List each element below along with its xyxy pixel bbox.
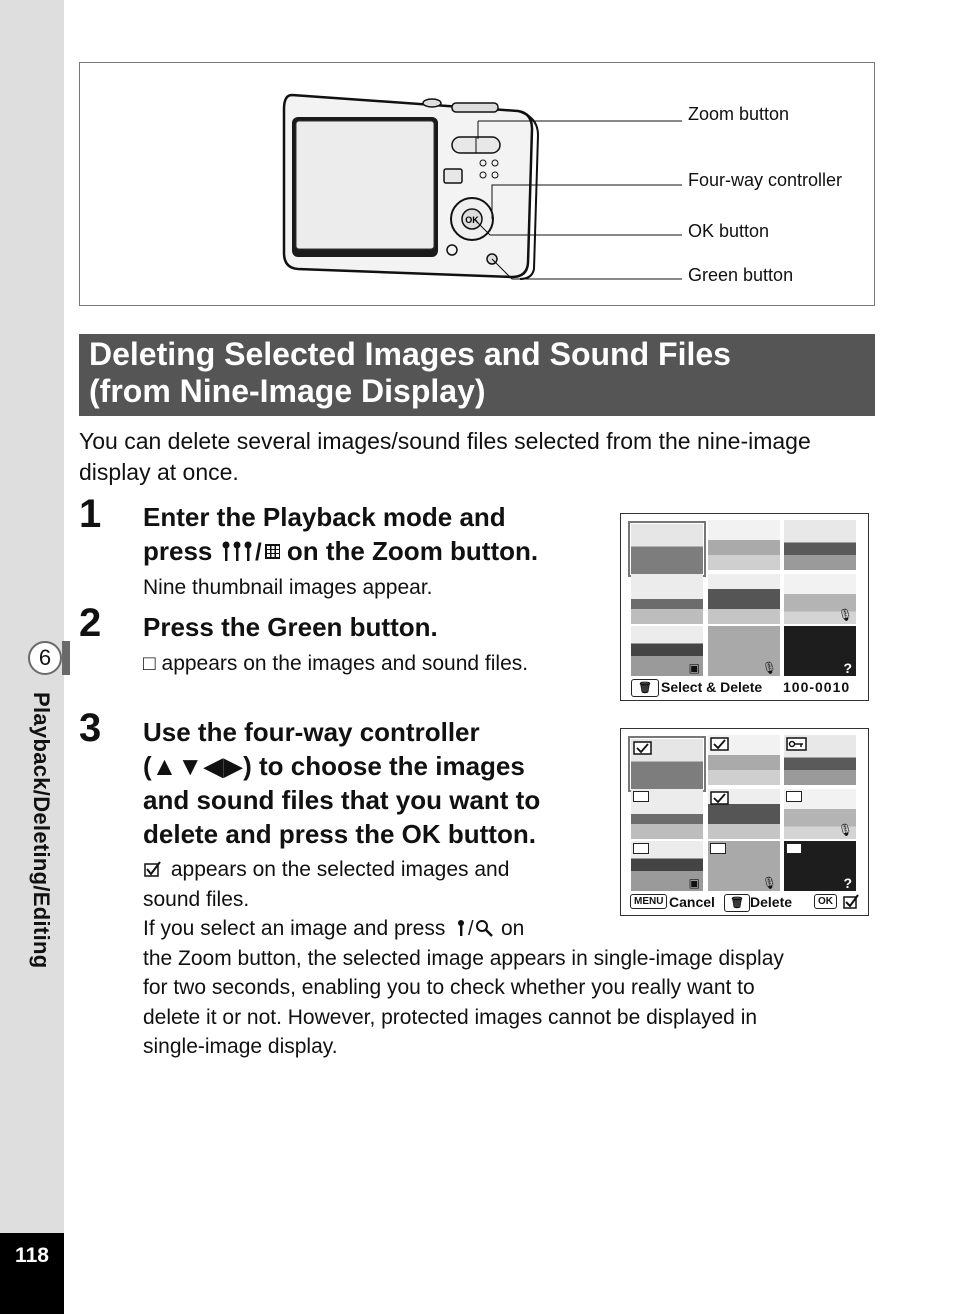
thumbnail-unknown-file [784,841,856,891]
checkbox-empty-icon [710,843,726,854]
checkbox-empty-icon [633,791,649,802]
thumbnail-5 [708,574,780,624]
thumbnail-3 [784,735,856,785]
microphone-icon: 🎙 [761,876,777,890]
thumbnail-grid [628,520,856,676]
zoom-button-label: Zoom button [688,104,790,124]
step-3-body-line-2: sound files. [143,887,250,911]
checkbox-checked-icon [633,741,653,755]
microphone-icon: 🎙 [837,823,853,837]
intro-line-2: display at once. [79,459,239,485]
movie-icon: ▣ [688,876,700,890]
trash-icon: 🗑 [631,679,659,697]
menu-key-tag: MENU [630,894,667,909]
trash-icon: 🗑 [724,894,750,912]
page-number-box [0,1233,64,1314]
step-1-body: Nine thumbnail images appear. [143,576,433,599]
step-1-number: 1 [79,492,102,536]
select-and-delete-label: Select & Delete [661,679,763,695]
delete-label: Delete [750,894,793,910]
chapter-tab-marker [62,641,70,675]
file-number-label: 100-0010 [783,679,851,695]
step-3-title [143,715,540,851]
question-icon: ? [843,660,852,676]
step-3-number: 3 [79,706,102,750]
step-3-title-line-1: Use the four-way controller [143,717,480,747]
zoom-out-thumbnail-icon [220,539,280,563]
step-3-body-line-3: If you select an image and press / on [143,917,525,940]
cancel-label: Cancel [669,894,715,910]
checkbox-empty-icon [786,791,802,802]
movie-icon: ▣ [688,661,700,675]
thumbnail-grid-selectable [628,735,856,891]
four-way-controller-label: Four-way controller [688,170,843,190]
chapter-title: Playback/Deleting/Editing [29,692,54,969]
chapter-number: 6 [28,641,62,675]
step-3-title-line-2: (▲▼◀▶) to choose the images [143,751,525,781]
step-3-body-line-1: appears on the selected images and [143,855,883,885]
nine-image-display-screen [620,513,869,701]
intro-text [79,426,879,488]
thumbnail-1 [631,524,703,574]
thumbnail-4 [631,574,703,624]
step-3-title-line-3: and sound files that you want to [143,785,541,815]
step-1-title-line-2: press / on the Zoom button. [143,536,539,566]
step-2-title: Press the Green button. [143,612,438,642]
thumbnail-5 [708,789,780,839]
step-3-body-line-6: delete it or not. However, protected images cannot be displayed in [143,1005,758,1029]
microphone-icon: 🎙 [837,608,853,622]
step-1-title-line-1: Enter the Playback mode and [143,502,506,532]
select-delete-screen [620,728,869,916]
thumbnail-2 [708,520,780,570]
svg-text:/: / [254,539,262,563]
thumbnail-1 [631,739,703,789]
thumbnail-6 [784,789,856,839]
svg-text:OK: OK [465,215,479,225]
thumbnail-6 [784,574,856,624]
checkbox-checked-icon [710,791,730,805]
checkbox-empty-icon [786,843,802,854]
step-3-body-line-5: for two seconds, enabling you to check whether you really want to [143,976,755,999]
camera-figure [79,62,875,306]
section-title [79,334,875,416]
checkbox-checked-icon [143,860,165,878]
question-icon: ? [843,875,852,891]
checkbox-checked-icon [843,893,861,909]
thumbnail-7 [631,626,703,676]
checkbox-checked-icon [710,737,730,751]
ok-button-label: OK button [688,221,770,241]
thumbnail-7 [631,841,703,891]
section-title-line-2: (from Nine-Image Display) [89,373,486,409]
thumbnail-2 [708,735,780,785]
step-3-body-line-4: the Zoom button, the selected image appears in single-image display [143,946,784,970]
protect-key-icon [786,737,808,751]
screen-2-status-bar [621,891,868,915]
checkbox-empty-icon [633,843,649,854]
step-1-title [143,500,538,568]
microphone-icon: 🎙 [761,661,777,675]
thumbnail-4 [631,789,703,839]
thumbnail-sound-file [708,841,780,891]
svg-text:/: / [468,918,474,938]
page-number: 118 [15,1244,49,1267]
section-title-line-1: Deleting Selected Images and Sound Files [89,336,731,372]
step-3-body-line-7: single-image display. [143,1035,338,1058]
screen-1-status-bar [621,676,868,700]
step-3-title-line-4: delete and press the OK button. [143,819,536,849]
thumbnail-unknown-file [784,626,856,676]
thumbnail-3 [784,520,856,570]
thumbnail-sound-file [708,626,780,676]
zoom-in-magnify-icon [451,918,495,938]
step-2-body: □ appears on the images and sound files. [143,652,529,675]
green-button-label: Green button [688,265,794,285]
intro-line-1: You can delete several images/sound files selected from the nine-image [79,428,811,454]
step-2-number: 2 [79,601,102,645]
ok-key-tag: OK [814,894,837,909]
